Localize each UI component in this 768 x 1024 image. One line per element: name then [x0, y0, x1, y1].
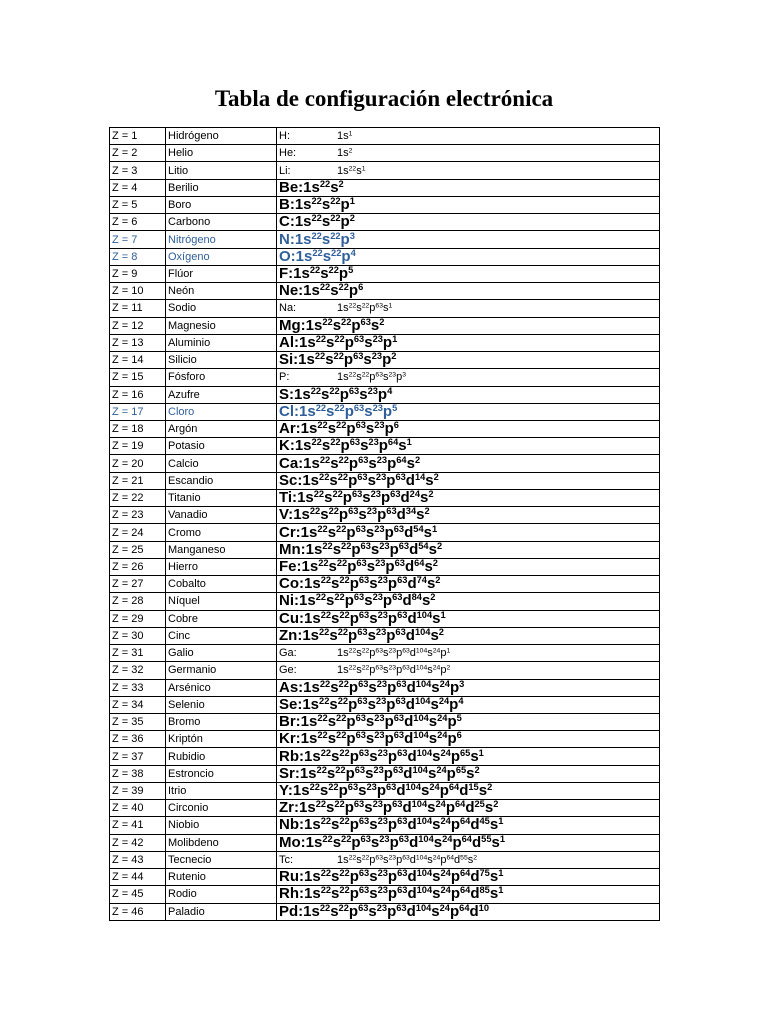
- electron-configuration: [277, 576, 660, 593]
- element-name: Tecnecio: [166, 851, 277, 868]
- configuration-value: $1s^{22}s^{22}p^{63}s^{23}p^{64}s^2$: [303, 454, 421, 472]
- element-symbol: As:: [279, 679, 304, 696]
- configuration-value: $1s^{22}s^{22}p^{63}s^{23}p^1$: [299, 334, 398, 351]
- configuration-value: $1s^{22}s^{22}p^{63}s^{23}p^{63}d^{84}s^2$: [299, 592, 436, 610]
- atomic-number: Z = 8: [110, 248, 166, 265]
- atomic-number: Z = 16: [110, 386, 166, 403]
- element-name: Estroncio: [166, 765, 277, 782]
- element-name: Potasio: [166, 438, 277, 455]
- electron-configuration: [277, 300, 660, 317]
- electron-configuration: [277, 662, 660, 679]
- table-row: [110, 196, 660, 213]
- element-name: Circonio: [166, 800, 277, 817]
- element-name: Niobio: [166, 817, 277, 834]
- atomic-number: Z = 46: [110, 903, 166, 920]
- table-row: [110, 593, 660, 610]
- atomic-number: Z = 17: [110, 403, 166, 420]
- element-name: Nitrógeno: [166, 231, 277, 248]
- electron-configuration: [277, 782, 660, 799]
- configuration-value: $1s^{22}s^{22}p^{63}s^{23}p^5$: [299, 403, 398, 420]
- electron-configuration: [277, 352, 660, 369]
- element-symbol: K:: [279, 437, 295, 455]
- element-name: Cloro: [166, 403, 277, 420]
- configuration-value: $1s^2$: [337, 147, 353, 160]
- table-row: [110, 403, 660, 420]
- electron-configuration: [277, 731, 660, 748]
- table-row: [110, 438, 660, 455]
- table-row: [110, 645, 660, 662]
- electron-configuration: [277, 765, 660, 782]
- element-symbol: Cl:: [279, 403, 299, 420]
- table-row: [110, 679, 660, 696]
- table-row: [110, 903, 660, 920]
- atomic-number: Z = 10: [110, 283, 166, 300]
- element-symbol: Br:: [279, 713, 301, 731]
- atomic-number: Z = 41: [110, 817, 166, 834]
- configuration-value: $1s^{22}s^{22}p^{63}s^{23}p^{63}d^{104}s^{24}p^{64}d^{15}s^2$: [292, 782, 493, 800]
- electron-configuration: [277, 489, 660, 506]
- electron-configuration: [277, 214, 660, 231]
- element-name: Neón: [166, 283, 277, 300]
- element-symbol: Ru:: [279, 868, 304, 886]
- table-row: [110, 507, 660, 524]
- electron-configuration: [277, 145, 660, 162]
- element-name: Carbono: [166, 214, 277, 231]
- element-symbol: Se:: [279, 696, 303, 713]
- electron-configuration: [277, 455, 660, 472]
- atomic-number: Z = 21: [110, 472, 166, 489]
- electron-configuration: [277, 334, 660, 351]
- element-symbol: Ge:: [279, 664, 297, 677]
- electron-configuration: [277, 283, 660, 300]
- element-name: Fósforo: [166, 369, 277, 386]
- electron-configuration: [277, 196, 660, 213]
- element-symbol: Zn:: [279, 627, 303, 644]
- table-row: [110, 886, 660, 903]
- atomic-number: Z = 22: [110, 489, 166, 506]
- configuration-value: $1s^{22}s^{22}p^4$: [295, 248, 356, 265]
- atomic-number: Z = 12: [110, 317, 166, 334]
- element-symbol: Zr:: [279, 799, 299, 817]
- table-row: [110, 145, 660, 162]
- element-symbol: S:: [279, 386, 294, 403]
- table-row: [110, 765, 660, 782]
- electron-configuration: [277, 265, 660, 282]
- atomic-number: Z = 2: [110, 145, 166, 162]
- element-symbol: Tc:: [279, 853, 294, 866]
- element-name: Litio: [166, 162, 277, 179]
- element-name: Paladio: [166, 903, 277, 920]
- configuration-value: $1s^{22}s^{22}p^{63}s^{23}p^{64}s^1$: [294, 437, 412, 455]
- element-symbol: Sc:: [279, 472, 303, 489]
- configuration-value: $1s^{22}s^{22}p^{63}s^{23}p^{63}d^{104}s^1$: [304, 610, 446, 627]
- table-body: [110, 128, 660, 921]
- element-symbol: Kr:: [279, 730, 301, 748]
- table-row: [110, 851, 660, 868]
- element-symbol: Cr:: [279, 523, 301, 541]
- element-symbol: Mo:: [279, 834, 306, 851]
- element-symbol: P:: [279, 371, 290, 384]
- atomic-number: Z = 5: [110, 196, 166, 213]
- atomic-number: Z = 38: [110, 765, 166, 782]
- atomic-number: Z = 11: [110, 300, 166, 317]
- atomic-number: Z = 26: [110, 558, 166, 575]
- configuration-value: $1s^{22}s^{22}p^{63}s^{23}p^{63}d^{104}s^{24}p^{64}d^{55}s^1$: [305, 834, 506, 851]
- atomic-number: Z = 42: [110, 834, 166, 851]
- element-name: Galio: [166, 645, 277, 662]
- configuration-value: $1s^{22}s^{22}p^{63}s^{23}p^{63}d^{104}s^{24}p^{64}d^{75}s^1$: [304, 868, 504, 886]
- configuration-value: $1s^{22}s^{22}p^{63}s^{23}p^{63}d^{54}s^2$: [305, 541, 443, 558]
- table-row: [110, 800, 660, 817]
- element-name: Rutenio: [166, 869, 277, 886]
- table-row: [110, 162, 660, 179]
- configuration-value: $1s^{22}s^{22}p^{63}s^{23}p^{63}d^{64}s^2$: [301, 558, 438, 575]
- electron-configuration: [277, 834, 660, 851]
- configuration-value: $1s^{22}s^{22}p^{63}s^{23}p^{63}d^{104}s^{24}p^{64}d^{10}$: [303, 903, 490, 920]
- element-name: Vanadio: [166, 507, 277, 524]
- electron-configuration: [277, 248, 660, 265]
- electron-configuration: [277, 645, 660, 662]
- element-symbol: Al:: [279, 334, 299, 351]
- element-name: Bromo: [166, 713, 277, 730]
- element-symbol: Ne:: [279, 282, 304, 300]
- element-name: Flúor: [166, 265, 277, 282]
- electron-configuration: [277, 558, 660, 575]
- element-symbol: N:: [279, 230, 295, 248]
- element-name: Titanio: [166, 489, 277, 506]
- electron-configuration: [277, 903, 660, 920]
- element-symbol: B:: [279, 196, 295, 214]
- atomic-number: Z = 9: [110, 265, 166, 282]
- table-row: [110, 489, 660, 506]
- electron-configuration: [277, 748, 660, 765]
- element-name: Magnesio: [166, 317, 277, 334]
- table-row: [110, 662, 660, 679]
- table-row: [110, 748, 660, 765]
- element-symbol: Cu:: [279, 610, 304, 627]
- table-row: [110, 265, 660, 282]
- element-name: Arsénico: [166, 679, 277, 696]
- element-symbol: Pd:: [279, 903, 304, 920]
- electron-configuration-table: [109, 127, 660, 921]
- table-row: [110, 386, 660, 403]
- atomic-number: Z = 23: [110, 507, 166, 524]
- table-row: [110, 128, 660, 145]
- configuration-value: $1s^{22}s^{22}p^{63}s^{23}p^{63}d^{104}s^{24}p^6$: [300, 730, 462, 748]
- configuration-value: $1s^{22}s^{22}p^{63}s^{23}p^{63}d^{104}s^{24}p^3$: [303, 679, 465, 696]
- electron-configuration: [277, 420, 660, 437]
- electron-configuration: [277, 627, 660, 644]
- element-symbol: Li:: [279, 164, 291, 177]
- electron-configuration: [277, 524, 660, 541]
- element-symbol: Rb:: [279, 747, 304, 765]
- element-name: Molibdeno: [166, 834, 277, 851]
- atomic-number: Z = 20: [110, 455, 166, 472]
- table-row: [110, 817, 660, 834]
- element-name: Helio: [166, 145, 277, 162]
- configuration-value: $1s^{22}s^{22}p^{63}s^2$: [305, 317, 385, 334]
- configuration-value: $1s^{22}s^{22}p^5$: [293, 265, 354, 282]
- element-symbol: Be:: [279, 179, 304, 196]
- atomic-number: Z = 39: [110, 782, 166, 799]
- atomic-number: Z = 4: [110, 179, 166, 196]
- configuration-value: $1s^{22}s^2$: [303, 179, 344, 196]
- configuration-value: $1s^1$: [337, 130, 353, 143]
- atomic-number: Z = 18: [110, 420, 166, 437]
- table-row: [110, 369, 660, 386]
- table-row: [110, 420, 660, 437]
- configuration-value: $1s^{22}s^{22}p^{63}s^{23}p^{63}d^{104}s^{24}p^{64}d^{85}s^1$: [304, 885, 504, 903]
- table-row: [110, 610, 660, 627]
- atomic-number: Z = 13: [110, 334, 166, 351]
- electron-configuration: [277, 713, 660, 730]
- atomic-number: Z = 19: [110, 438, 166, 455]
- table-row: [110, 541, 660, 558]
- electron-configuration: [277, 800, 660, 817]
- atomic-number: Z = 3: [110, 162, 166, 179]
- configuration-value: $1s^{22}s^{22}p^{63}s^{23}p^{63}d^{74}s^2$: [304, 575, 441, 593]
- element-symbol: Ca:: [279, 454, 304, 472]
- electron-configuration: [277, 386, 660, 403]
- configuration-value: $1s^{22}s^{22}p^6$: [303, 282, 364, 300]
- atomic-number: Z = 1: [110, 128, 166, 145]
- element-symbol: V:: [279, 506, 294, 524]
- electron-configuration: [277, 438, 660, 455]
- element-name: Selenio: [166, 696, 277, 713]
- electron-configuration: [277, 593, 660, 610]
- electron-configuration: [277, 231, 660, 248]
- element-name: Cobre: [166, 610, 277, 627]
- atomic-number: Z = 6: [110, 214, 166, 231]
- element-name: Hidrógeno: [166, 128, 277, 145]
- atomic-number: Z = 30: [110, 627, 166, 644]
- atomic-number: Z = 36: [110, 731, 166, 748]
- element-name: Rodio: [166, 886, 277, 903]
- electron-configuration: [277, 162, 660, 179]
- electron-configuration: [277, 541, 660, 558]
- atomic-number: Z = 32: [110, 662, 166, 679]
- atomic-number: Z = 31: [110, 645, 166, 662]
- configuration-value: $1s^{22}s^{22}p^2$: [294, 213, 355, 231]
- element-symbol: F:: [279, 265, 294, 282]
- configuration-value: $1s^{22}s^{22}p^{63}s^{23}p^4$: [294, 386, 393, 403]
- table-row: [110, 214, 660, 231]
- configuration-value: $1s^{22}s^{22}p^{63}s^{23}p^3$: [337, 371, 406, 384]
- element-symbol: O:: [279, 248, 296, 265]
- element-symbol: H:: [279, 130, 290, 143]
- table-row: [110, 524, 660, 541]
- table-row: [110, 248, 660, 265]
- configuration-value: $1s^{22}s^{22}p^{63}s^{23}p^{63}d^{14}s^2$: [302, 472, 439, 489]
- table-row: [110, 300, 660, 317]
- table-row: [110, 352, 660, 369]
- electron-configuration: [277, 869, 660, 886]
- configuration-value: $1s^{22}s^{22}p^{63}s^{23}p^{63}d^{104}s^2$: [302, 627, 444, 644]
- table-row: [110, 283, 660, 300]
- element-name: Azufre: [166, 386, 277, 403]
- element-symbol: Mn:: [279, 541, 306, 558]
- element-name: Kriptón: [166, 731, 277, 748]
- table-row: [110, 576, 660, 593]
- atomic-number: Z = 43: [110, 851, 166, 868]
- table-row: [110, 231, 660, 248]
- element-symbol: Ar:: [279, 420, 301, 438]
- atomic-number: Z = 15: [110, 369, 166, 386]
- element-symbol: Rh:: [279, 885, 304, 903]
- table-row: [110, 627, 660, 644]
- electron-configuration: [277, 369, 660, 386]
- element-symbol: Na:: [279, 302, 297, 315]
- element-name: Germanio: [166, 662, 277, 679]
- element-symbol: Sr:: [279, 765, 300, 782]
- table-row: [110, 455, 660, 472]
- element-symbol: He:: [279, 147, 297, 160]
- element-symbol: Si:: [279, 351, 299, 369]
- configuration-value: $1s^{22}s^{22}p^{63}s^{23}p^{63}d^{104}s^{24}p^1$: [337, 647, 451, 660]
- atomic-number: Z = 35: [110, 713, 166, 730]
- table-row: [110, 834, 660, 851]
- configuration-value: $1s^{22}s^{22}p^1$: [294, 196, 355, 214]
- configuration-value: $1s^{22}s^{22}p^3$: [294, 230, 355, 248]
- electron-configuration: [277, 851, 660, 868]
- electron-configuration: [277, 128, 660, 145]
- configuration-value: $1s^{22}s^{22}p^{63}s^{23}p^2$: [298, 351, 397, 369]
- element-name: Cobalto: [166, 576, 277, 593]
- atomic-number: Z = 24: [110, 524, 166, 541]
- element-name: Sodio: [166, 300, 277, 317]
- atomic-number: Z = 25: [110, 541, 166, 558]
- table-row: [110, 713, 660, 730]
- table-row: [110, 334, 660, 351]
- atomic-number: Z = 29: [110, 610, 166, 627]
- configuration-value: $1s^{22}s^{22}p^{63}s^{23}p^{63}d^{104}s^{24}p^{65}s^2$: [299, 765, 480, 782]
- element-symbol: Ti:: [279, 489, 298, 507]
- configuration-value: $1s^{22}s^{22}p^{63}s^{23}p^{63}d^{34}s^2$: [293, 506, 430, 524]
- element-name: Hierro: [166, 558, 277, 575]
- configuration-value: $1s^{22}s^{22}p^{63}s^{23}p^{63}d^{104}s^{24}p^{65}s^1$: [304, 747, 484, 765]
- table-row: [110, 179, 660, 196]
- atomic-number: Z = 44: [110, 869, 166, 886]
- table-row: [110, 472, 660, 489]
- configuration-value: $1s^{22}s^1$: [337, 164, 366, 177]
- element-symbol: Nb:: [279, 816, 304, 834]
- element-name: Berilio: [166, 179, 277, 196]
- configuration-value: $1s^{22}s^{22}p^{63}s^{23}p^{63}d^{104}s^{24}p^4$: [302, 696, 464, 713]
- atomic-number: Z = 45: [110, 886, 166, 903]
- table-row: [110, 869, 660, 886]
- element-name: Rubidio: [166, 748, 277, 765]
- element-symbol: Mg:: [279, 317, 306, 334]
- atomic-number: Z = 7: [110, 231, 166, 248]
- element-name: Oxígeno: [166, 248, 277, 265]
- element-name: Argón: [166, 420, 277, 437]
- atomic-number: Z = 34: [110, 696, 166, 713]
- table-row: [110, 782, 660, 799]
- electron-configuration: [277, 472, 660, 489]
- element-symbol: Fe:: [279, 558, 302, 575]
- electron-configuration: [277, 317, 660, 334]
- element-symbol: Ga:: [279, 647, 297, 660]
- atomic-number: Z = 40: [110, 800, 166, 817]
- configuration-value: $1s^{22}s^{22}p^{63}s^{23}p^{63}d^{24}s^2$: [297, 489, 434, 507]
- page-title: Tabla de configuración electrónica: [214, 86, 554, 111]
- atomic-number: Z = 33: [110, 679, 166, 696]
- electron-configuration: [277, 696, 660, 713]
- element-symbol: Y:: [279, 782, 293, 800]
- configuration-value: $1s^{22}s^{22}p^{63}s^{23}p^{63}d^{104}s^{24}p^2$: [337, 664, 451, 677]
- configuration-value: $1s^{22}s^{22}p^{63}s^1$: [337, 302, 393, 315]
- element-name: Níquel: [166, 593, 277, 610]
- element-name: Cinc: [166, 627, 277, 644]
- table-row: [110, 558, 660, 575]
- atomic-number: Z = 37: [110, 748, 166, 765]
- configuration-value: $1s^{22}s^{22}p^{63}s^{23}p^{63}d^{104}s^{24}p^{64}d^{45}s^1$: [304, 816, 504, 834]
- element-name: Manganeso: [166, 541, 277, 558]
- element-symbol: C:: [279, 213, 295, 231]
- electron-configuration: [277, 817, 660, 834]
- element-name: Aluminio: [166, 334, 277, 351]
- configuration-value: $1s^{22}s^{22}p^{63}s^{23}p^{63}d^{104}s^{24}p^{64}d^{25}s^2$: [299, 799, 499, 817]
- element-name: Cromo: [166, 524, 277, 541]
- element-symbol: Ni:: [279, 592, 299, 610]
- element-symbol: Co:: [279, 575, 304, 593]
- electron-configuration: [277, 886, 660, 903]
- configuration-value: $1s^{22}s^{22}p^{63}s^{23}p^{63}d^{54}s^1$: [300, 523, 438, 541]
- table-row: [110, 317, 660, 334]
- electron-configuration: [277, 679, 660, 696]
- element-name: Boro: [166, 196, 277, 213]
- table-row: [110, 731, 660, 748]
- element-name: Calcio: [166, 455, 277, 472]
- element-name: Silicio: [166, 352, 277, 369]
- electron-configuration: [277, 179, 660, 196]
- atomic-number: Z = 27: [110, 576, 166, 593]
- table-row: [110, 696, 660, 713]
- atomic-number: Z = 28: [110, 593, 166, 610]
- element-name: Escandio: [166, 472, 277, 489]
- electron-configuration: [277, 610, 660, 627]
- electron-configuration: [277, 507, 660, 524]
- configuration-value: $1s^{22}s^{22}p^{63}s^{23}p^6$: [300, 420, 399, 438]
- electron-configuration: [277, 403, 660, 420]
- element-name: Itrio: [166, 782, 277, 799]
- atomic-number: Z = 14: [110, 352, 166, 369]
- configuration-value: $1s^{22}s^{22}p^{63}s^{23}p^{63}d^{104}s^{24}p^5$: [300, 713, 462, 731]
- configuration-value: $1s^{22}s^{22}p^{63}s^{23}p^{63}d^{104}s^{24}p^{64}d^{55}s^2$: [337, 853, 478, 866]
